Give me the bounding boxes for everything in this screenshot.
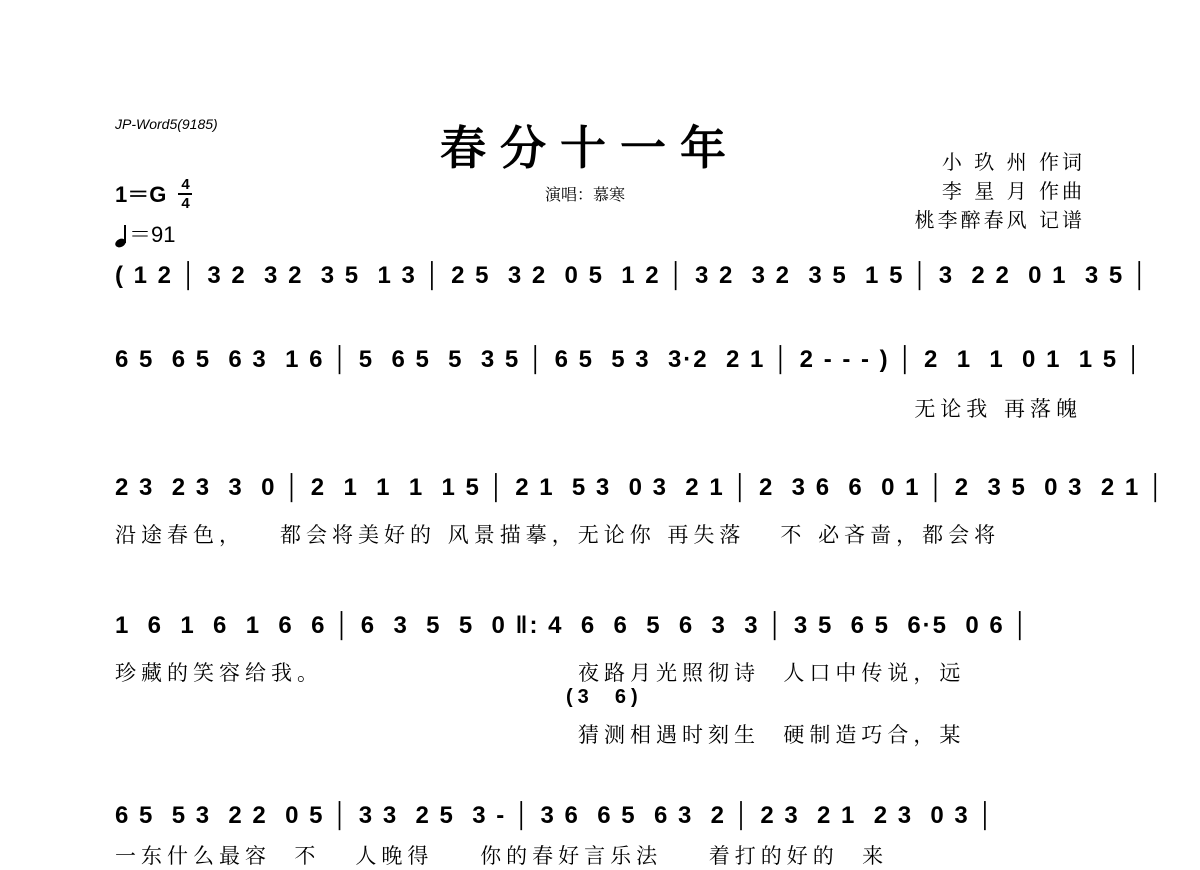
key-signature <box>115 178 192 213</box>
notation-line: 1 6 1 6 1 6 6 │ 6 3 5 5 0 ‖: 4 6 6 5 6 3 3 │ 3 5 6 5 6·5 0 6 │ <box>115 612 1031 639</box>
song-title: 春分十一年 <box>440 121 740 175</box>
tempo-marking <box>115 218 175 249</box>
alt-notes: (3 6) <box>566 686 643 708</box>
software-label: JP-Word5(9185) <box>115 116 218 132</box>
quarter-note-icon <box>115 225 129 247</box>
composer-credit: 李 星 月 作曲 <box>941 179 1085 203</box>
key-label: 1＝G <box>115 182 167 207</box>
notation-line: 6 5 6 5 6 3 1 6 │ 5 6 5 5 3 5 │ 6 5 5 3 3·2 2 1 │ 2 - - - ) │ 2 1 1 0 1 1 5 │ <box>115 346 1144 373</box>
time-signature <box>178 177 192 211</box>
transcriber-credit: 桃李醉春风 记谱 <box>914 208 1085 232</box>
lyric-line: 猜测相遇时刻生 硬制造巧合，某 <box>578 723 966 747</box>
notation-line: 6 5 5 3 2 2 0 5 │ 3 3 2 5 3 - │ 3 6 6 5 6 3 2 │ 2 3 2 1 2 3 0 3 │ <box>115 802 996 829</box>
time-bottom: 4 <box>181 195 190 213</box>
lyric-line: 沿途春色， 都会将美好的 风景描摹，无论你 再失落 不 必吝啬，都会将 <box>115 523 1001 547</box>
time-top: 4 <box>181 176 190 194</box>
lyric-line: 无论我 再落魄 <box>914 397 1082 421</box>
singer-credit: 演唱：慕寒 <box>545 185 626 204</box>
lyric-line: 珍藏的笑容给我。 <box>115 661 323 685</box>
lyric-line: 夜路月光照彻诗 人口中传说，远 <box>578 661 966 685</box>
tempo-value: ＝91 <box>129 222 176 247</box>
lyric-line: 一东什么最容 不 人晚得 你的春好言乐法 着打的好的 来 <box>115 844 889 868</box>
notation-line: 2 3 2 3 3 0 │ 2 1 1 1 1 5 │ 2 1 5 3 0 3 2 1 │ 2 3 6 6 0 1 │ 2 3 5 0 3 2 1 │ <box>115 474 1166 501</box>
credits-block <box>915 148 1085 235</box>
notation-line: ( 1 2 │ 3 2 3 2 3 5 1 3 │ 2 5 3 2 0 5 1 2 │ 3 2 3 2 3 5 1 5 │ 3 2 2 0 1 3 5 │ <box>115 262 1150 289</box>
lyricist-credit: 小 玖 州 作词 <box>941 150 1085 174</box>
